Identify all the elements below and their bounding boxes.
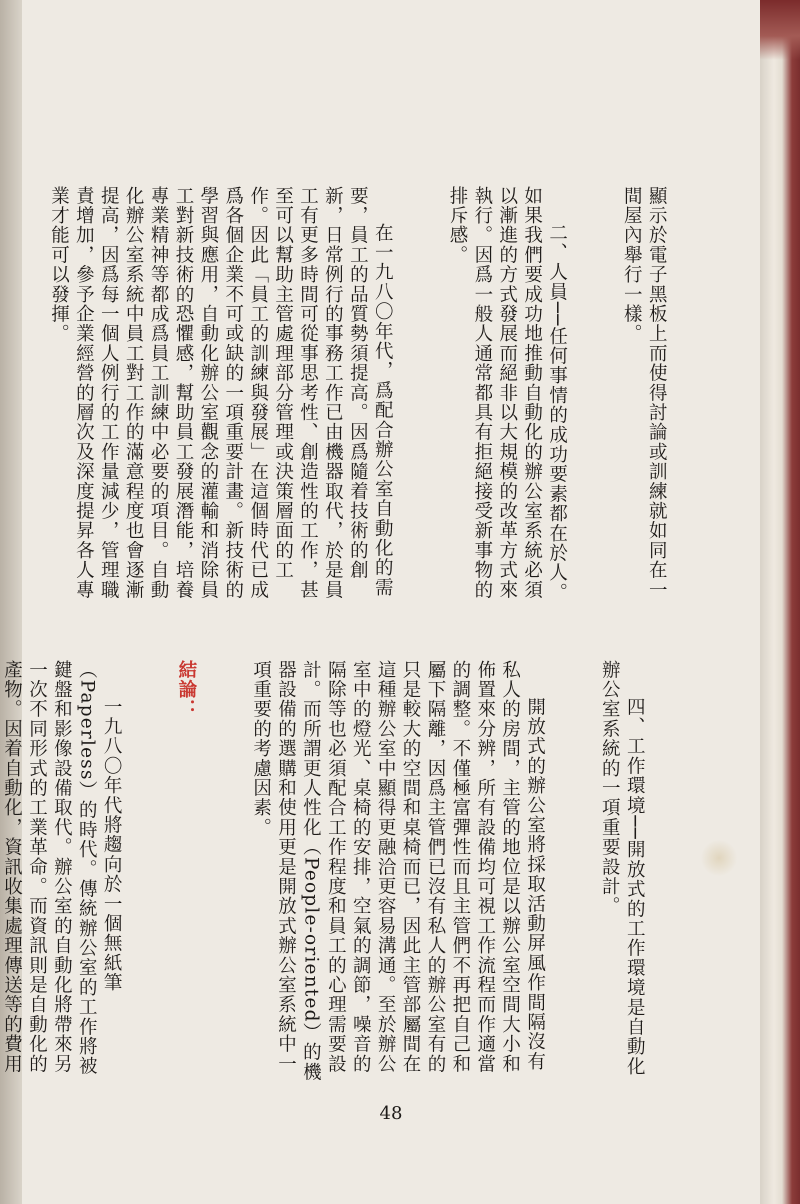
page-edges — [760, 0, 800, 1204]
page-number: 48 — [379, 1103, 403, 1124]
paragraph-open-office: 開放式的辦公室將採取活動屏風作間隔沒有私人的房間，主管的地位是以辦公室空間大小和佈置來分辨，所有設備均可視工作流程而作適當的調整。不僅極富彈性而且主管們不再把自己和屬下隔離，因爲主管們已沒有私人的辦公室有的只是較大的空間和桌椅而已，因此主管部屬間在這種辦公室中顯得更融洽更容易溝通。至於辦公室中的燈光、桌椅的安排，空氣的調節，噪音的隔除等也必須配合工作程度和員工的心理需要設計。而所謂更人性化（People-oriented）的機器設備的選購和使用更是開放式辦公室系統中一項重要的考慮因素。 — [250, 660, 546, 1082]
upper-text-column — [48, 186, 718, 616]
book-cover-corner — [760, 0, 800, 60]
paper-stain — [700, 840, 738, 876]
paragraph-intro-end: 顯示於電子黑板上而使得討論或訓練就如同在一間屋內舉行一樣。 — [621, 186, 668, 600]
paragraph-training: 在一九八〇年代，爲配合辦公室自動化的需要，員工的品質勢須提高。因爲隨着技術的創新，日常例行的事務工作已由機器取代，於是員工有更多時間可從事思考性、創造性的工作，甚至可以幫助主管處理部分管理或決策層面的工作。因此「員工的訓練與發展」在這個時代已成爲各個企業不可或缺的一項重要計畫。新技術的學習與應用，自動化辦公室觀念的灌輸和消除員工對新技術的恐懼感，幫助員工發展潛能，培養專業精神等都成爲員工訓練中必要的項目。自動化辦公室系統中員工對工作的滿意程度也會逐漸提高，因爲每一個人例行的工作量減少，管理職責增加，參予企業經營的層次及深度提昇各人專業才能可以發揮。 — [48, 186, 394, 600]
paragraph-work-environment: 四、工作環境──開放式的工作環境是自動化辦公室系統的一項重要設計。 — [599, 660, 646, 1077]
conclusion-heading: 結論： — [175, 660, 197, 720]
lower-text-column — [1, 660, 696, 1090]
paragraph-personnel: 二、人員──任何事情的成功要素都在於人。如果我們要成功地推動自動化的辦公室系統必須以漸進的方式發展而絕非以大規模的改革方式來執行。因爲一般人通常都具有拒絕接受新事物的排斥感。 — [446, 186, 568, 603]
paragraph-conclusion: 一九八〇年代將趨向於一個無紙筆（Paperless）的時代。傳統辦公室的工作將被鍵盤和影像設備取代。辦公室的自動化將帶來另一次不同形式的工業革命。而資訊則是自動化的產物。因着自動化，資訊收集處理傳送等的費用 — [1, 660, 123, 1077]
